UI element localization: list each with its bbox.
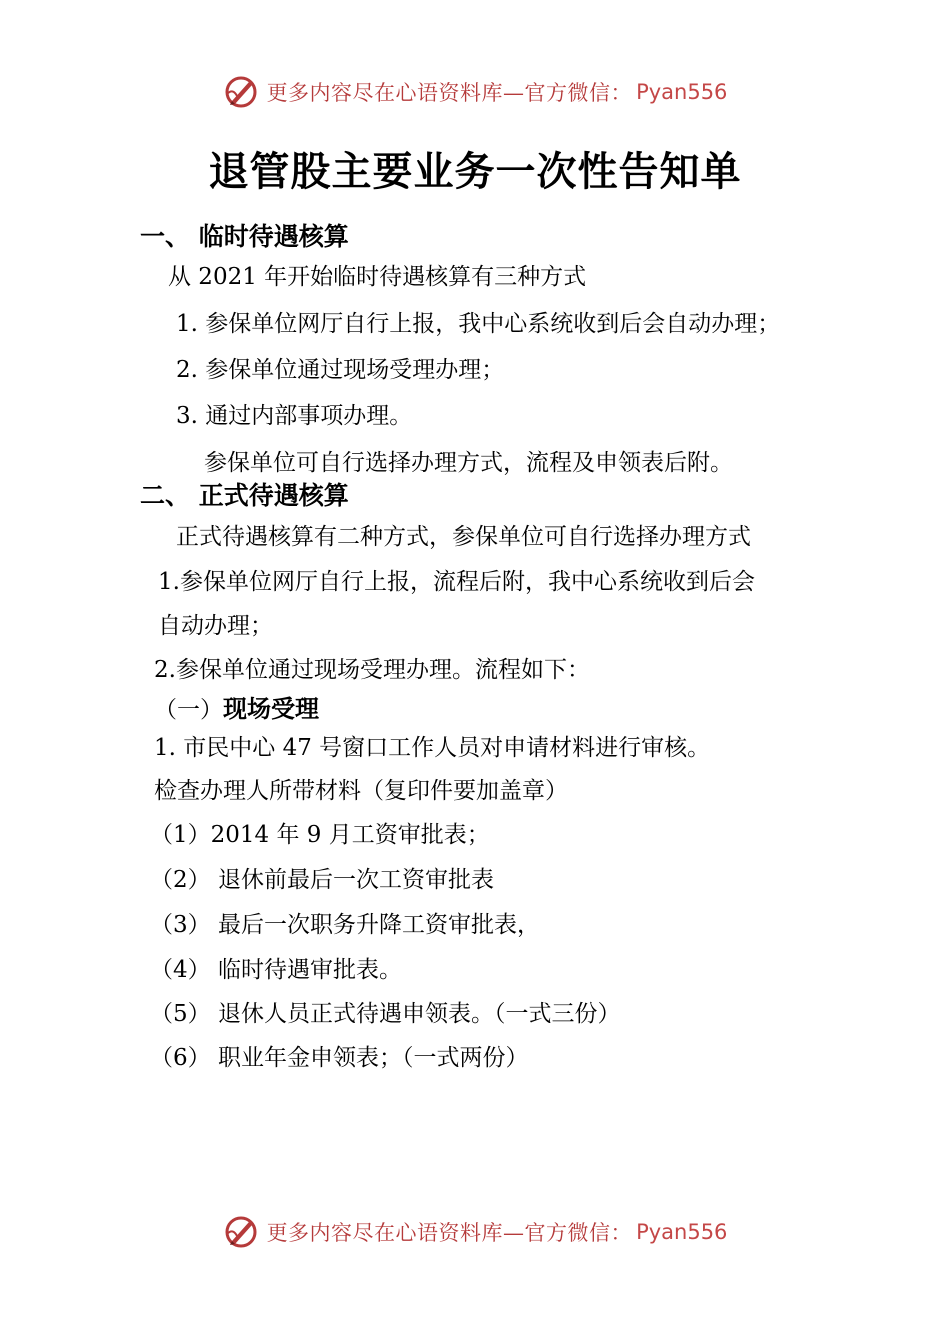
section1-item-1: 1. 参保单位网厅自行上报，我中心系统收到后会自动办理； bbox=[176, 311, 781, 337]
check-materials-intro: 检查办理人所带材料（复印件要加盖章） bbox=[154, 778, 568, 804]
watermark-wechat-id: Pyan556 bbox=[636, 1220, 728, 1244]
material-item-1: （1）2014 年 9 月工资审批表； bbox=[150, 822, 490, 848]
pen-circle-logo-icon bbox=[223, 74, 259, 110]
section2-item-1-line-1: 1.参保单位网厅自行上报，流程后附，我中心系统收到后会 bbox=[158, 569, 755, 595]
section2-item-1-line-2: 自动办理； bbox=[158, 613, 273, 639]
watermark-wechat-id: Pyan556 bbox=[636, 80, 728, 104]
section1-note: 参保单位可自行选择办理方式，流程及申领表后附。 bbox=[204, 450, 733, 476]
material-item-2: （2） 退休前最后一次工资审批表 bbox=[150, 867, 494, 893]
material-item-3: （3） 最后一次职务升降工资审批表， bbox=[150, 912, 540, 938]
subsection-prefix: （一） bbox=[154, 697, 223, 723]
section1-intro: 从 2021 年开始临时待遇核算有三种方式 bbox=[168, 264, 587, 290]
section2-intro: 正式待遇核算有二种方式，参保单位可自行选择办理方式 bbox=[176, 524, 751, 550]
material-item-5: （5） 退休人员正式待遇申领表。（一式三份） bbox=[150, 1001, 621, 1027]
section1-item-3: 3. 通过内部事项办理。 bbox=[176, 403, 413, 429]
material-item-4: （4） 临时待遇审批表。 bbox=[150, 957, 402, 983]
pen-circle-logo-icon bbox=[223, 1214, 259, 1250]
subsection-title: 现场受理 bbox=[223, 695, 319, 723]
section2-item-2: 2.参保单位通过现场受理办理。流程如下： bbox=[154, 657, 590, 683]
section1-item-2: 2. 参保单位通过现场受理办理； bbox=[176, 357, 505, 383]
section1-heading: 一、 临时待遇核算 bbox=[140, 222, 349, 251]
material-item-6: （6） 职业年金申领表；（一式两份） bbox=[150, 1045, 529, 1071]
subsection-heading bbox=[154, 694, 319, 725]
watermark-banner-bottom bbox=[0, 1212, 950, 1252]
section2-heading: 二、 正式待遇核算 bbox=[140, 481, 349, 510]
watermark-banner-top bbox=[0, 72, 950, 112]
watermark-promo-text: 更多内容尽在心语资料库—官方微信： bbox=[266, 81, 633, 105]
watermark-promo-text: 更多内容尽在心语资料库—官方微信： bbox=[266, 1221, 633, 1245]
step-1: 1. 市民中心 47 号窗口工作人员对申请材料进行审核。 bbox=[154, 735, 711, 761]
document-title: 退管股主要业务一次性告知单 bbox=[208, 149, 742, 195]
